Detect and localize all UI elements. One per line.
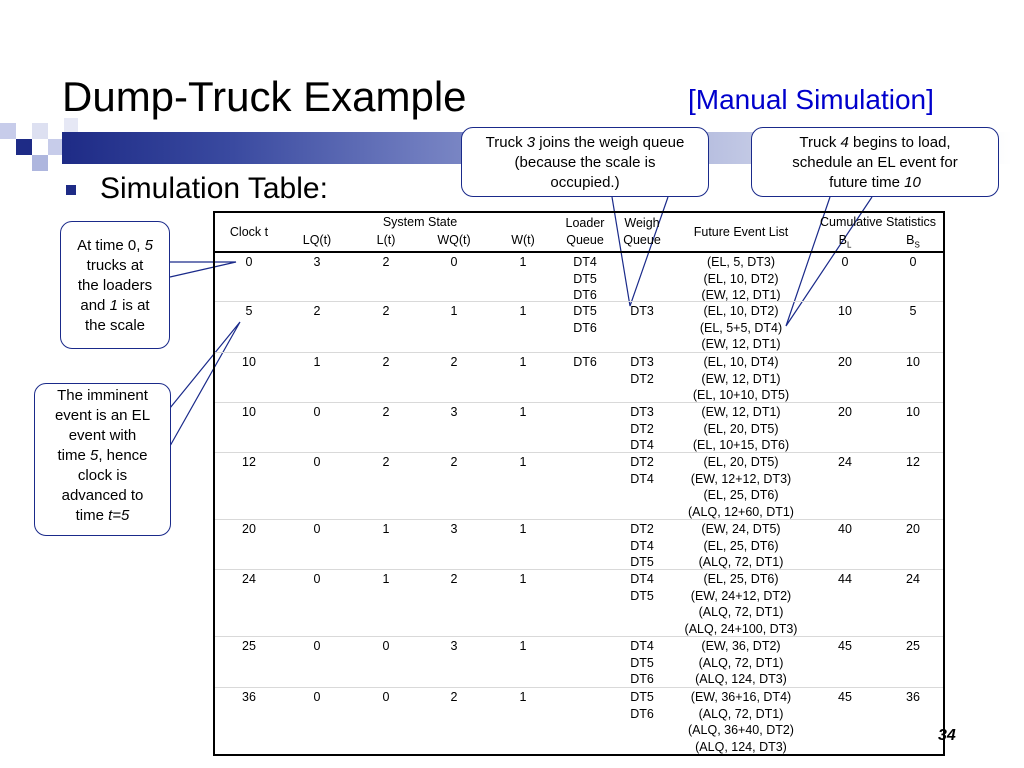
cell-fel-line: (EW, 12, DT1) [701, 337, 781, 352]
header-loader-queue-line2: Queue [566, 233, 604, 247]
cell-weigh [612, 303, 672, 320]
cell-wq: 1 [450, 304, 458, 318]
cell-weigh-line: DT4 [630, 639, 654, 653]
cell-l: 2 [382, 304, 390, 318]
cell-wq: 3 [450, 522, 458, 536]
cell-wq: 2 [450, 355, 458, 369]
cell-fel-line: (EL, 25, DT6) [703, 572, 779, 586]
cell-lq: 0 [313, 405, 321, 419]
cell-clock: 36 [242, 690, 256, 704]
header-future-event-list: Future Event List [693, 225, 789, 239]
callout-line: advanced to [61, 487, 144, 504]
cell-loader [555, 354, 615, 371]
cell-fel-line: (ALQ, 72, DT1) [698, 555, 784, 570]
cell-fel-line: (EW, 12+12, DT3) [690, 471, 792, 486]
callout-line: (because the scale is [514, 154, 656, 171]
cell-w: 1 [519, 455, 527, 469]
cell-loader-line: DT6 [573, 355, 597, 369]
header-loader-queue-line1: Loader [565, 216, 605, 230]
cell-weigh-line: DT4 [630, 538, 654, 553]
cell-fel [680, 521, 802, 571]
header-bs-letter: B [906, 233, 915, 247]
callout-truck4-load [751, 127, 999, 197]
cell-lq: 2 [313, 304, 321, 318]
header-lq: LQ(t) [302, 233, 332, 247]
cell-lq: 3 [313, 255, 321, 269]
header-bs [883, 232, 943, 254]
cell-bs: 5 [909, 304, 917, 318]
cell-bs: 25 [906, 639, 920, 653]
header-clock: Clock t [229, 225, 269, 239]
header-wq: WQ(t) [437, 233, 471, 247]
cell-fel-line: (ALQ, 72, DT1) [698, 655, 784, 670]
cell-clock: 24 [242, 572, 256, 586]
cell-wq: 2 [450, 455, 458, 469]
cell-weigh [612, 454, 672, 487]
cell-weigh-line: DT2 [630, 371, 654, 386]
callout-text: At time 0, [77, 237, 145, 254]
cell-weigh-line: DT2 [630, 455, 654, 469]
cell-fel-line: (ALQ, 24+100, DT3) [684, 622, 798, 637]
header-bs-subscript: S [914, 240, 920, 250]
callout-imminent-event [34, 383, 171, 536]
cell-wq: 2 [450, 572, 458, 586]
callout-text: Truck [485, 134, 527, 151]
cell-bs: 10 [906, 405, 920, 419]
cell-fel [680, 689, 802, 756]
cell-l: 2 [382, 255, 390, 269]
cell-fel [680, 303, 802, 353]
cell-fel-line: (ALQ, 72, DT1) [698, 706, 784, 721]
cell-loader [555, 303, 615, 336]
cell-fel-line: (EW, 12, DT1) [701, 288, 781, 303]
cell-bl: 0 [841, 255, 849, 269]
cell-fel-line: (ALQ, 72, DT1) [698, 605, 784, 620]
cell-fel-line: (EL, 10, DT2) [703, 271, 779, 286]
callout-text: and [80, 297, 110, 314]
callout-text: begins to load, [848, 134, 951, 151]
callout-line: event with [68, 427, 137, 444]
cell-weigh-line: DT2 [630, 522, 654, 536]
row-divider [215, 352, 943, 353]
bullet-simulation-table: Simulation Table: [100, 172, 328, 205]
cell-l: 1 [382, 522, 390, 536]
cell-bl: 45 [838, 690, 852, 704]
cell-loader-line: DT5 [573, 271, 597, 286]
cell-lq: 0 [313, 639, 321, 653]
cell-clock: 12 [242, 455, 256, 469]
row-divider [215, 636, 943, 637]
cell-weigh-line: DT5 [630, 690, 654, 704]
header-weigh-queue-line1: Weigh [624, 216, 660, 230]
cell-w: 1 [519, 304, 527, 318]
cell-weigh-line: DT3 [630, 405, 654, 419]
cell-lq: 0 [313, 455, 321, 469]
cell-w: 1 [519, 405, 527, 419]
cell-weigh-line: DT5 [630, 555, 654, 570]
cell-bs: 24 [906, 572, 920, 586]
cell-weigh-line: DT3 [630, 355, 654, 369]
cell-l: 1 [382, 572, 390, 586]
cell-fel-line: (ALQ, 124, DT3) [695, 740, 787, 755]
cell-weigh [612, 354, 672, 387]
cell-weigh [612, 638, 672, 688]
cell-fel-line: (EL, 20, DT5) [703, 421, 779, 436]
cell-bl: 40 [838, 522, 852, 536]
header-weigh-queue-line2: Queue [623, 233, 661, 247]
callout-line: occupied.) [550, 174, 620, 191]
cell-fel-line: (EL, 10+10, DT5) [692, 388, 790, 403]
header-w: W(t) [511, 233, 535, 247]
cell-bl: 45 [838, 639, 852, 653]
cell-weigh [612, 521, 672, 571]
callout-line: event is an EL [54, 407, 151, 424]
cell-w: 1 [519, 255, 527, 269]
cell-loader-line: DT4 [573, 255, 597, 269]
callout-line [752, 133, 998, 153]
cell-weigh-line: DT2 [630, 421, 654, 436]
cell-w: 1 [519, 690, 527, 704]
callout-text-italic: 10 [904, 174, 921, 191]
cell-fel-line: (EL, 10, DT2) [703, 304, 779, 318]
callout-text: , hence [98, 447, 148, 464]
cell-fel-line: (EL, 25, DT6) [703, 538, 779, 553]
cell-bs: 20 [906, 522, 920, 536]
header-bl [815, 232, 875, 254]
cell-fel-line: (EL, 20, DT5) [703, 455, 779, 469]
callout-time-zero [60, 221, 170, 349]
callout-line [752, 173, 998, 193]
cell-fel-line: (EW, 12, DT1) [701, 371, 781, 386]
cell-wq: 3 [450, 405, 458, 419]
cell-loader-line: DT6 [573, 320, 597, 335]
cell-bs: 10 [906, 355, 920, 369]
row-divider [215, 402, 943, 403]
cell-weigh [612, 571, 672, 604]
header-system-state: System State [382, 215, 458, 229]
cell-weigh-line: DT4 [630, 438, 654, 453]
callout-line: The imminent [57, 387, 148, 404]
cell-fel [680, 638, 802, 688]
cell-clock: 20 [242, 522, 256, 536]
callout-line [61, 236, 169, 256]
cell-lq: 1 [313, 355, 321, 369]
callout-text: joins the weigh queue [535, 134, 685, 151]
callout-text-italic: t=5 [108, 507, 130, 524]
cell-fel [680, 571, 802, 638]
cell-w: 1 [519, 522, 527, 536]
cell-bl: 24 [838, 455, 852, 469]
cell-lq: 0 [313, 522, 321, 536]
callout-text-italic: 5 [89, 447, 99, 464]
cell-fel-line: (ALQ, 12+60, DT1) [688, 505, 794, 520]
cell-bl: 20 [838, 405, 852, 419]
cell-weigh-line: DT4 [630, 471, 654, 486]
cell-weigh [612, 689, 672, 722]
callout-text-italic: 1 [109, 297, 118, 314]
slide-subtitle: [Manual Simulation] [688, 84, 934, 115]
cell-fel-line: (EL, 25, DT6) [703, 488, 779, 503]
cell-fel-line: (EW, 12, DT1) [701, 405, 781, 419]
cell-fel-line: (ALQ, 124, DT3) [695, 672, 787, 687]
callout-line: trucks at [86, 257, 144, 274]
callout-text-italic: 4 [840, 134, 849, 151]
callout-text: is at [117, 297, 150, 314]
cell-lq: 0 [313, 690, 321, 704]
cell-clock: 25 [242, 639, 256, 653]
cell-bs: 12 [906, 455, 920, 469]
callout-line [61, 296, 169, 316]
cell-weigh-line: DT5 [630, 655, 654, 670]
cell-l: 0 [382, 690, 390, 704]
callout-text-italic: 5 [144, 237, 153, 254]
cell-weigh-line: DT6 [630, 706, 654, 721]
cell-fel-line: (EL, 5, DT3) [706, 255, 776, 269]
header-bl-letter: B [838, 233, 847, 247]
row-divider [215, 569, 943, 570]
cell-weigh-line: DT5 [630, 588, 654, 603]
callout-line: the loaders [77, 277, 153, 294]
cell-weigh [612, 404, 672, 454]
callout-truck3-weigh-queue [461, 127, 709, 197]
header-bl-subscript: L [846, 240, 852, 250]
cell-wq: 2 [450, 690, 458, 704]
row-divider [215, 519, 943, 520]
row-divider [215, 452, 943, 453]
callout-line [462, 133, 708, 153]
cell-clock: 10 [242, 405, 256, 419]
page-number: 34 [938, 727, 956, 744]
cell-l: 0 [382, 639, 390, 653]
cell-fel [680, 454, 802, 521]
cell-bs: 36 [906, 690, 920, 704]
cell-loader-line: DT5 [573, 304, 597, 318]
callout-text: time [57, 447, 90, 464]
cell-bl: 44 [838, 572, 852, 586]
cell-l: 2 [382, 405, 390, 419]
callout-line: schedule an EL event for [792, 154, 958, 171]
callout-line [35, 446, 170, 466]
cell-loader-line: DT6 [573, 288, 597, 303]
cell-fel-line: (EW, 24, DT5) [701, 522, 781, 536]
header-l: L(t) [376, 233, 396, 247]
cell-wq: 0 [450, 255, 458, 269]
callout-text-italic: 3 [526, 134, 536, 151]
cell-wq: 3 [450, 639, 458, 653]
cell-clock: 5 [245, 304, 253, 318]
cell-w: 1 [519, 355, 527, 369]
cell-loader [555, 254, 615, 304]
cell-fel-line: (EW, 36+16, DT4) [690, 690, 792, 704]
cell-lq: 0 [313, 572, 321, 586]
cell-l: 2 [382, 355, 390, 369]
cell-fel-line: (EL, 10+15, DT6) [692, 438, 790, 453]
row-divider [215, 687, 943, 688]
cell-bl: 10 [838, 304, 852, 318]
cell-bl: 20 [838, 355, 852, 369]
cell-clock: 10 [242, 355, 256, 369]
cell-w: 1 [519, 572, 527, 586]
cell-w: 1 [519, 639, 527, 653]
row-divider [215, 301, 943, 302]
cell-fel [680, 254, 802, 304]
cell-fel-line: (EW, 24+12, DT2) [690, 588, 792, 603]
cell-fel-line: (EW, 36, DT2) [701, 639, 781, 653]
slide-title: Dump-Truck Example [62, 73, 467, 120]
callout-text: future time [829, 174, 905, 191]
cell-fel-line: (ALQ, 36+40, DT2) [688, 723, 794, 738]
callout-text: time [75, 507, 109, 524]
header-cumulative-statistics: Cumulative Statistics [819, 215, 936, 229]
cell-fel [680, 354, 802, 404]
cell-l: 2 [382, 455, 390, 469]
callout-line: clock is [77, 467, 128, 484]
cell-weigh-line: DT3 [630, 304, 654, 318]
cell-weigh-line: DT4 [630, 572, 654, 586]
cell-fel-line: (EL, 5+5, DT4) [699, 320, 783, 335]
callout-line [35, 506, 170, 526]
callout-line: the scale [84, 317, 146, 334]
cell-clock: 0 [245, 255, 253, 269]
callout-text: Truck [799, 134, 841, 151]
cell-bs: 0 [909, 255, 917, 269]
cell-fel [680, 404, 802, 454]
cell-fel-line: (EL, 10, DT4) [703, 355, 779, 369]
cell-weigh-line: DT6 [630, 672, 654, 687]
